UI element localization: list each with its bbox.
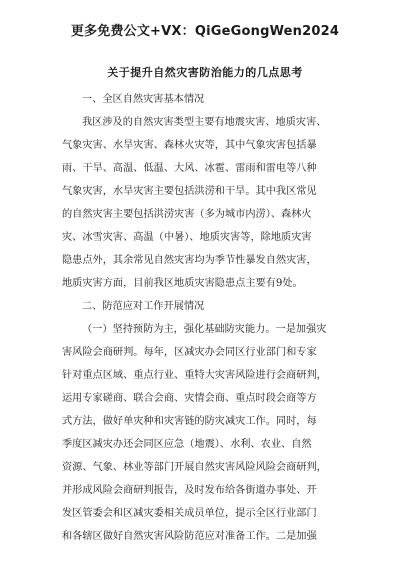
section-heading-2: 二、防范应对工作开展情况 bbox=[82, 301, 205, 312]
paragraph-line: 隐患点外，其余常见自然灾害均为季节性暴发自然灾害， bbox=[62, 255, 317, 266]
header-banner: 更多免费公文+VX：QiGeGongWen2024 bbox=[70, 24, 340, 39]
paragraph-line: （一）坚持预防为主，强化基础防灾能力。一是加强灾 bbox=[82, 324, 327, 335]
paragraph-line: 针对重点区域、重点行业、重特大灾害风险进行会商研判， bbox=[62, 370, 327, 381]
paragraph-line: 运用专家磋商、联合会商、灾情会商、重点时段会商等方 bbox=[62, 393, 317, 404]
paragraph-line: 资源、气象、林业等部门开展自然灾害风险风险会商研判， bbox=[62, 462, 327, 473]
paragraph-line: 雨、干旱、高温、低温、大风、冰雹、雷雨和雷电等八种 bbox=[62, 163, 317, 174]
document-body bbox=[62, 88, 352, 548]
paragraph-line: 地质灾害方面，目前我区地质灾害隐患点主要有9处。 bbox=[62, 278, 303, 289]
paragraph-line: 式方法，做好单灾种和灾害链的防灾减灾工作。同时，每 bbox=[62, 416, 317, 427]
paragraph-line: 季度区减灾办还会同区应急（地震）、水利、农业、自然 bbox=[62, 439, 312, 450]
paragraph-line: 气象灾害、水旱灾害、森林火灾等，其中气象灾害包括暴 bbox=[62, 140, 317, 151]
paragraph-line: 发区管委会和区减灾委相关成员单位，提示全区行业部门 bbox=[62, 508, 317, 519]
section-heading-1: 一、全区自然灾害基本情况 bbox=[82, 94, 205, 105]
paragraph-line: 害风险会商研判。每年，区减灾办会同区行业部门和专家 bbox=[62, 347, 317, 358]
paragraph-line: 灾、冰雪灾害、高温（中暑）、地质灾害等，除地质灾害 bbox=[62, 232, 312, 243]
paragraph-line: 和各辖区做好自然灾害风险防范应对准备工作。二是加强 bbox=[62, 531, 317, 542]
paragraph-line: 并形成风险会商研判报告，及时发布给各街道办事处、开 bbox=[62, 485, 317, 496]
paragraph-line: 气象灾害，水旱灾害主要包括洪涝和干旱。其中我区常见 bbox=[62, 186, 317, 197]
paragraph-line: 我区涉及的自然灾害类型主要有地震灾害、地质灾害、 bbox=[82, 117, 327, 128]
paragraph-line: 的自然灾害主要包括洪涝灾害（多为城市内涝）、森林火 bbox=[62, 209, 312, 220]
document-title: 关于提升自然灾害防治能力的几点思考 bbox=[107, 66, 303, 79]
